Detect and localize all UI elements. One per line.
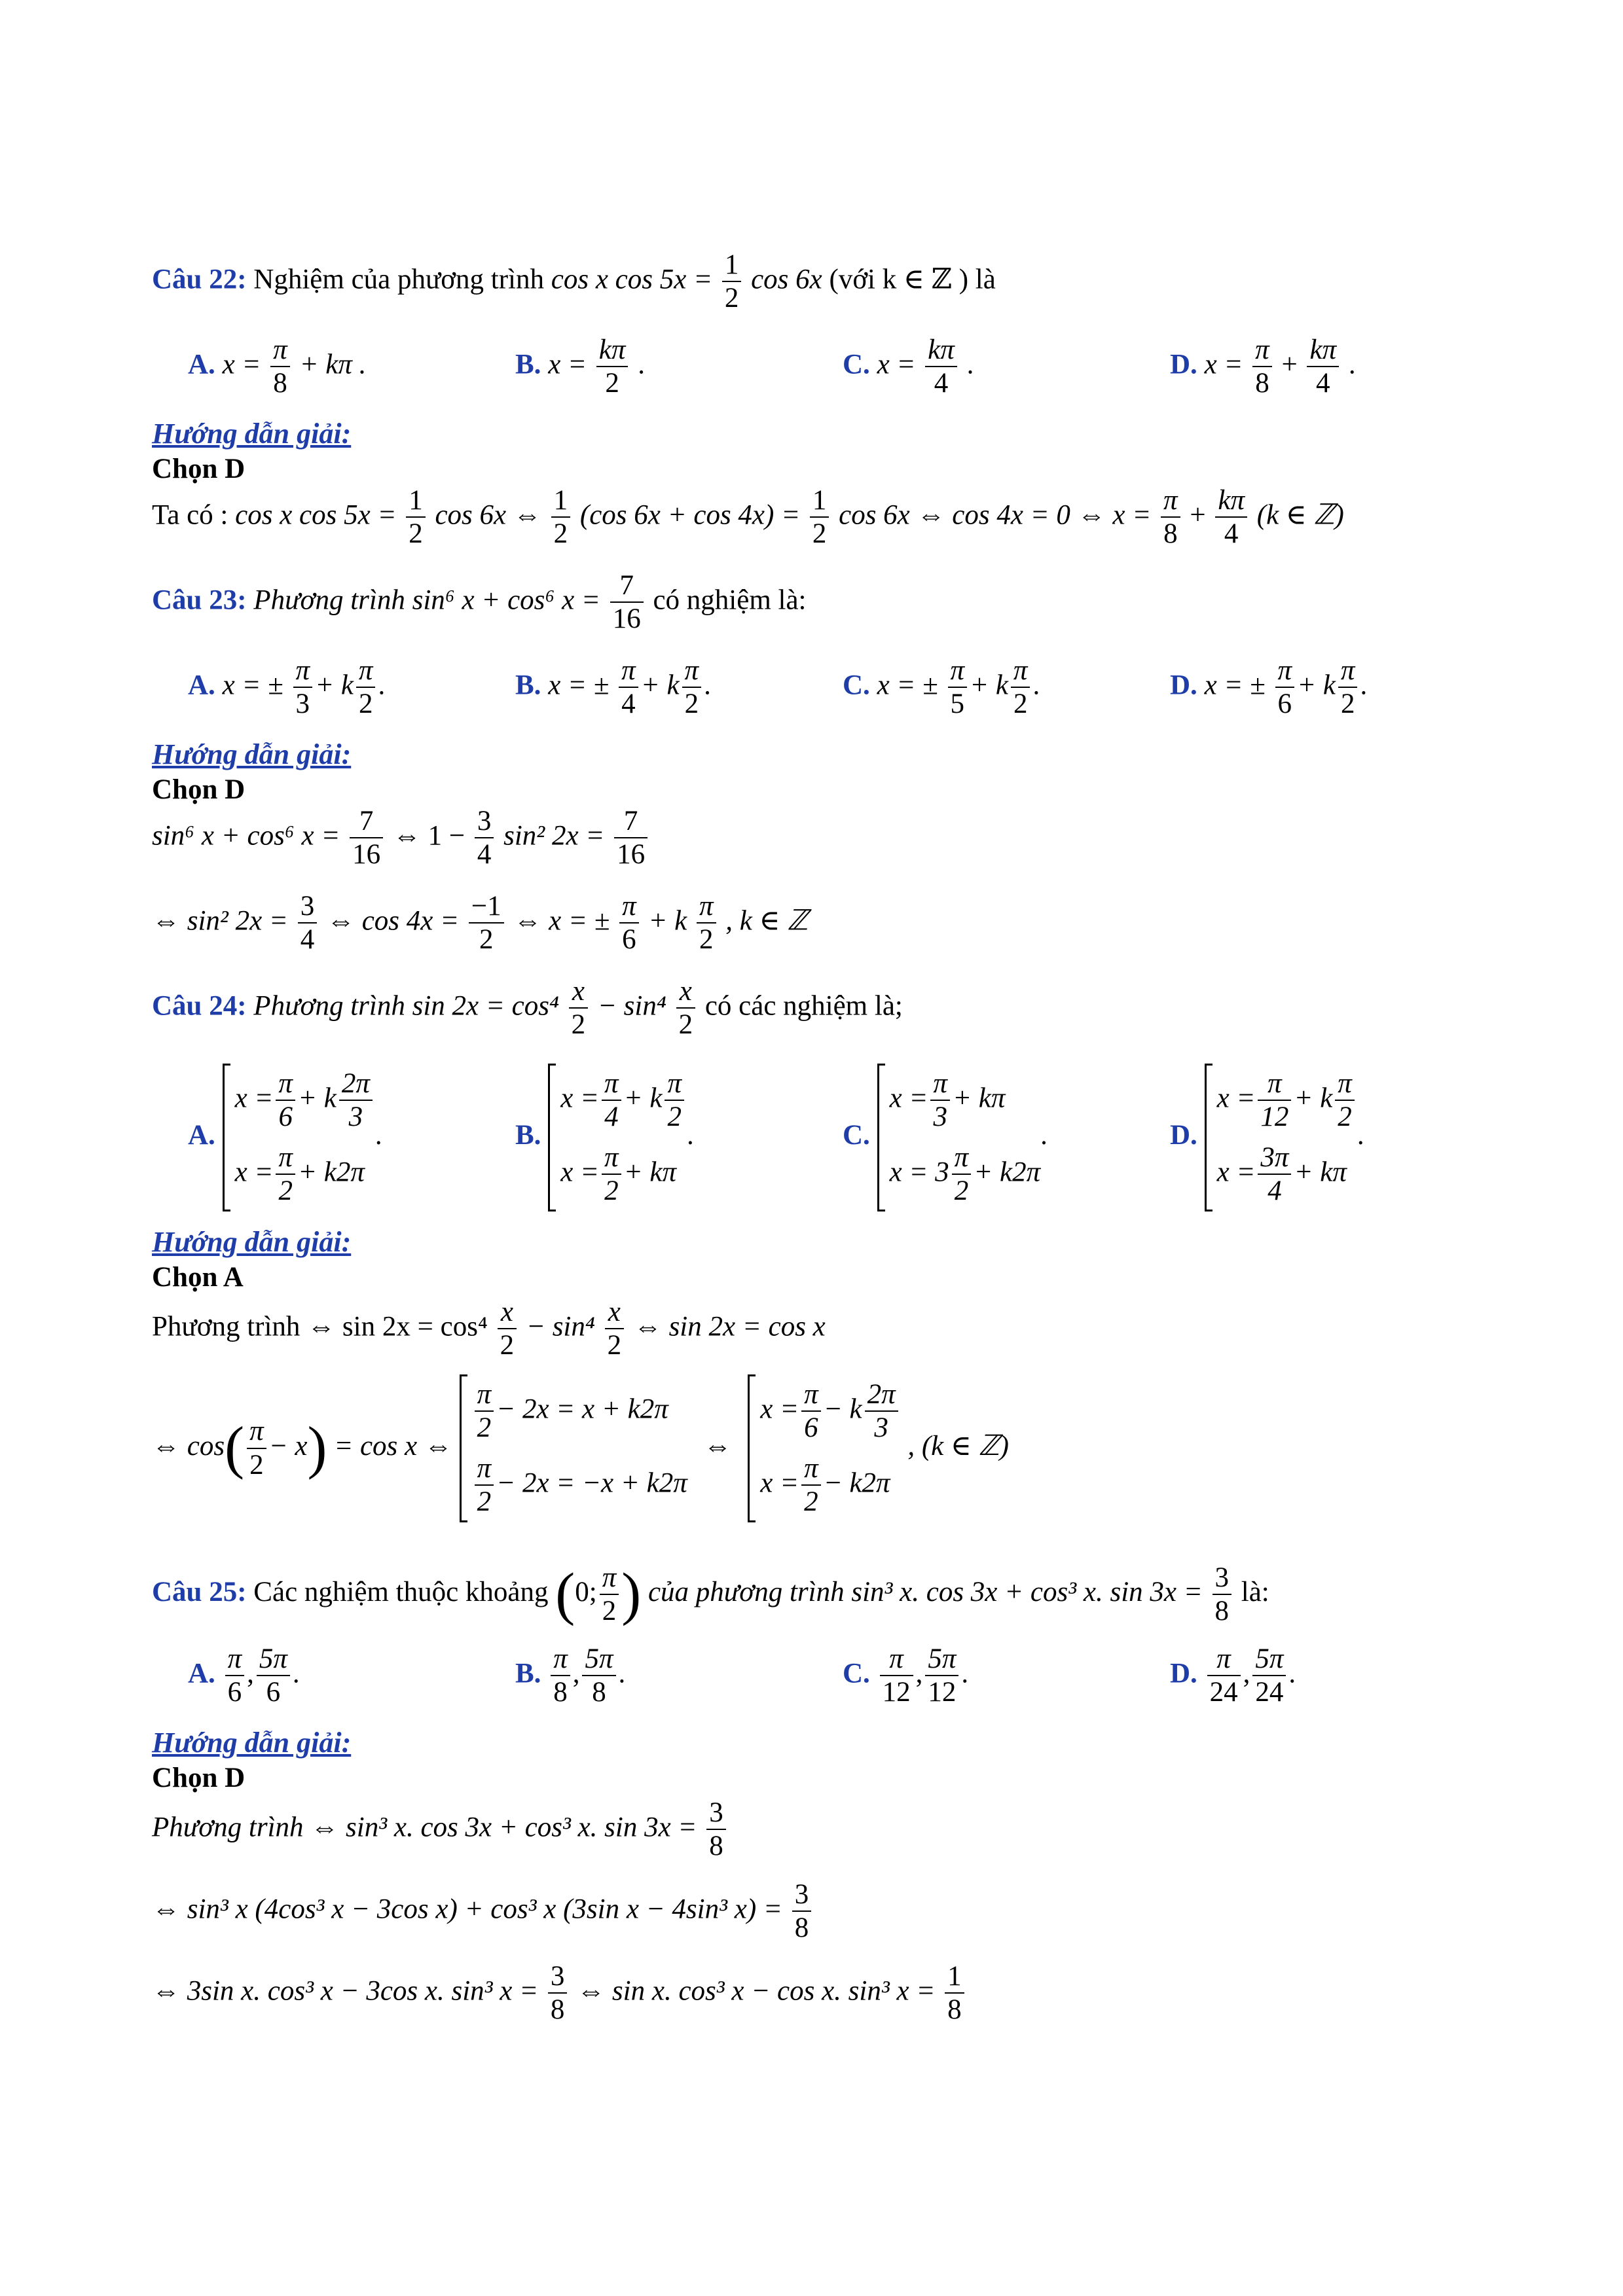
options-23 bbox=[152, 655, 1487, 720]
option-c[interactable]: C. x = $\frac{\pi}{3}$ + kπ x = 3 $\frac{\pi}{2}$ + k2π . bbox=[843, 1064, 1048, 1211]
option-a[interactable]: A. x = $\frac{\pi}{6}$ + k $\frac{2\pi}{3}$ x = $\frac{\pi}{2}$ + k2π . bbox=[188, 1064, 382, 1211]
solution-23-line-2: ⇔ sin² 2x = $\frac{3}{4}$ ⇔ cos 4x = $\frac{-1}{2}$ ⇔ x = ± $\frac{\pi}{6}$ + k $\frac{\pi}{2}$ , k ∈ ℤ bbox=[152, 891, 809, 956]
options-22 bbox=[152, 334, 1487, 399]
solution-guide-heading: Hướng dẫn giải: bbox=[152, 738, 352, 770]
option-c[interactable]: C. x = ± $\frac{\pi}{5}$ + k $\frac{\pi}{2}$ . bbox=[843, 655, 1040, 720]
equation-rhs: cos 6x bbox=[751, 264, 822, 295]
option-b[interactable]: B. x = $\frac{\pi}{4}$ + k $\frac{\pi}{2}$ x = $\frac{\pi}{2}$ + kπ . bbox=[515, 1064, 694, 1211]
option-b[interactable]: B. x = ± $\frac{\pi}{4}$ + k $\frac{\pi}{2}$ . bbox=[515, 655, 711, 720]
chosen-answer: Chọn A bbox=[152, 1262, 244, 1293]
option-c[interactable]: C. x = $\frac{k\pi}{4}$ . bbox=[843, 334, 974, 399]
option-b[interactable]: B. $\frac{\pi}{8}$ , $\frac{5\pi}{8}$ . bbox=[515, 1643, 626, 1708]
option-a[interactable]: A. x = ± $\frac{\pi}{3}$ + k $\frac{\pi}{2}$ . bbox=[188, 655, 386, 720]
chosen-answer: Chọn D bbox=[152, 1763, 246, 1793]
question-25: Câu 25: Các nghiệm thuộc khoảng (0; $\frac{\pi}{2}$ ) của phương trình sin³ x. cos 3x + cos³ x. sin 3x = $\frac{3}{8}$ là: bbox=[152, 1562, 1269, 1627]
solution-25-line-1: Phương trình ⇔ sin³ x. cos 3x + cos³ x. sin 3x = $\frac{3}{8}$ bbox=[152, 1797, 1487, 1863]
question-23: Câu 23: Phương trình sin⁶ x + cos⁶ x = $\frac{7}{16}$ có nghiệm là: bbox=[152, 570, 807, 635]
option-d[interactable]: D. x = $\frac{\pi}{8}$ + $\frac{k\pi}{4}$ . bbox=[1170, 334, 1356, 399]
question-22 bbox=[152, 249, 1487, 315]
equation-lhs: cos x cos 5x = bbox=[551, 264, 713, 295]
chosen-answer: Chọn D bbox=[152, 774, 246, 805]
option-a[interactable]: A. x = $\frac{\pi}{8}$ + kπ . bbox=[188, 334, 367, 399]
solution-guide-heading: Hướng dẫn giải: bbox=[152, 418, 352, 450]
option-a[interactable]: A. $\frac{\pi}{6}$ , $\frac{5\pi}{6}$ . bbox=[188, 1643, 300, 1708]
solution-guide-heading: Hướng dẫn giải: bbox=[152, 1226, 352, 1258]
options-24 bbox=[152, 1064, 1487, 1221]
question-24: Câu 24: Phương trình sin 2x = cos⁴ $\frac{x}{2}$ − sin⁴ $\frac{x}{2}$ có các nghiệm là; bbox=[152, 976, 903, 1041]
condition: (với k ∈ ℤ ) là bbox=[829, 264, 996, 295]
question-label: Câu 22: bbox=[152, 264, 247, 295]
solution-25-line-3: ⇔ 3sin x. cos³ x − 3cos x. sin³ x = $\frac{3}{8}$ ⇔ sin x. cos³ x − cos x. sin³ x = $\frac{1}{8}$ bbox=[152, 1960, 1487, 2026]
option-d[interactable]: D. x = ± $\frac{\pi}{6}$ + k $\frac{\pi}{2}$ . bbox=[1170, 655, 1368, 720]
solution-25-line-2: ⇔ sin³ x (4cos³ x − 3cos x) + cos³ x (3sin x − 4sin³ x) = $\frac{3}{8}$ bbox=[152, 1878, 1487, 1945]
solution-22: Ta có : cos x cos 5x = $\frac{1}{2}$ cos 6x ⇔ $\frac{1}{2}$ (cos 6x + cos 4x) = $\frac{1}{2}$ cos 6x ⇔ cos 4x = 0 ⇔ x = $\frac{\pi}{8}$ + $\frac{k\pi}{4}$ (k ∈ ℤ) bbox=[152, 485, 1344, 550]
option-c[interactable]: C. $\frac{\pi}{12}$ , $\frac{5\pi}{12}$ . bbox=[843, 1643, 969, 1708]
fraction: $\frac{1}{2}$ bbox=[722, 249, 742, 315]
option-b[interactable]: B. x = $\frac{k\pi}{2}$ . bbox=[515, 334, 645, 399]
options-25 bbox=[152, 1643, 1487, 1708]
solution-24-line-2: ⇔ cos( $\frac{\pi}{2}$ − x) = cos x ⇔ $\frac{\pi}{2}$ − 2x = x + k2π $\frac{\pi}{2}$ − 2x = −x + k2π ⇔ x = $\frac{\pi}{6}$ − k $\frac{2\pi}{3}$ x = $\frac{\pi}{2}$ − k2π , (k ∈ ℤ) bbox=[152, 1374, 1487, 1538]
solution-guide-heading: Hướng dẫn giải: bbox=[152, 1727, 352, 1759]
solution-23-line-1: sin⁶ x + cos⁶ x = $\frac{7}{16}$ ⇔ 1 − $\frac{3}{4}$ sin² 2x = $\frac{7}{16}$ bbox=[152, 805, 1487, 871]
option-d[interactable]: D. $\frac{\pi}{24}$ , $\frac{5\pi}{24}$ . bbox=[1170, 1643, 1296, 1708]
question-text: Nghiệm của phương trình bbox=[253, 264, 545, 295]
solution-24-line-1: Phương trình ⇔ sin 2x = cos⁴ $\frac{x}{2}$ − sin⁴ $\frac{x}{2}$ ⇔ sin 2x = cos x bbox=[152, 1297, 826, 1361]
chosen-answer: Chọn D bbox=[152, 454, 246, 484]
option-d[interactable]: D. x = $\frac{\pi}{12}$ + k $\frac{\pi}{2}$ x = $\frac{3\pi}{4}$ + kπ . bbox=[1170, 1064, 1364, 1211]
